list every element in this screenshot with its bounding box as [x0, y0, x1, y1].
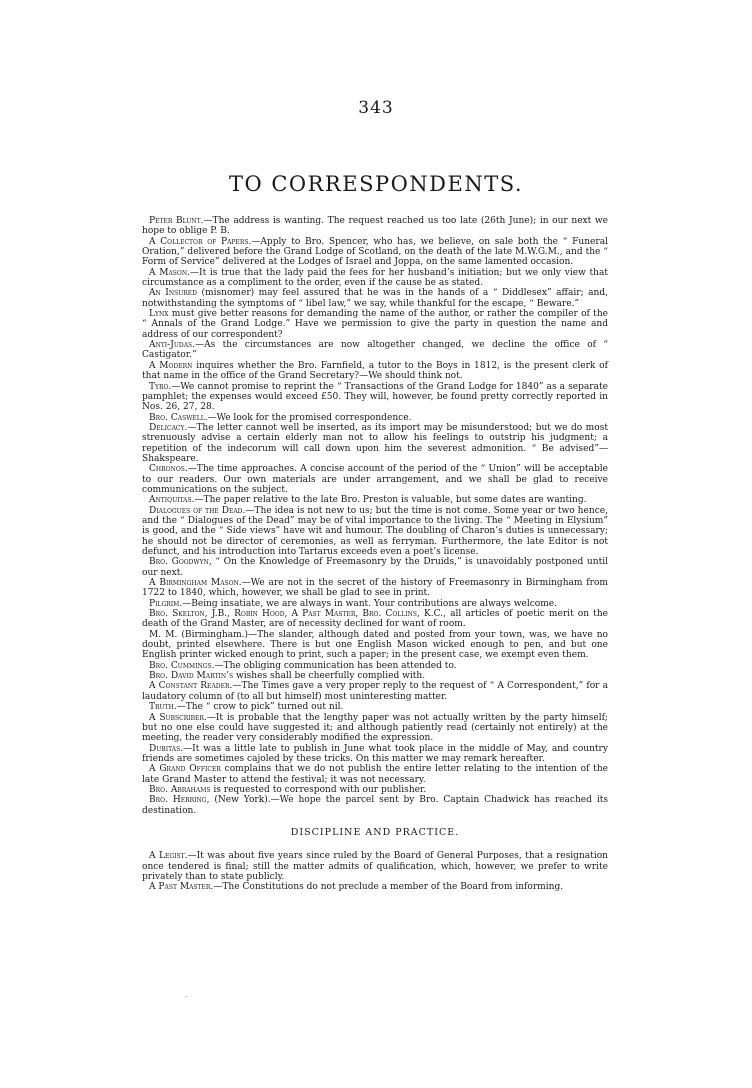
correspondent-entry [142, 795, 608, 816]
correspondent-name: A Past Master. [149, 882, 214, 893]
correspondent-name: Bro. Herring, [149, 795, 210, 806]
correspondent-name: A Mason. [149, 267, 190, 278]
correspondent-name: Chronos. [149, 464, 188, 475]
correspondent-reply: complains that we do not publish the entire letter relating to the intention of the late Grand Master to attend the festival; it was not necessary. [142, 764, 608, 785]
correspondent-name: Delicacy. [149, 422, 188, 433]
correspondent-name: Pilgrim. [149, 598, 183, 609]
correspondent-reply: —It was a little late to publish in June what took place in the middle of May, and country friends are sometimes cajoled by these tricks. On this matter we may remark hereafter. [142, 743, 608, 764]
correspondent-entry [142, 599, 608, 609]
correspondent-name: Antiquitas. [149, 495, 195, 506]
page-number: 343 [358, 98, 394, 118]
correspondent-reply: —The idea is not new to us; but the time is not come. Some year or two hence, and the “ Dialogues of the Dead” may be of vital importance to the living. The “ Meeting in Elysium” is good, and the “ Side views” have wit and humour. The doubling of Charon’s duties is unnecessary; he should not be director of ceremonies, as well as ferryman. Furthermore, the late Editor is not defunct, and his introduction into Tartarus exceeds even a poet’s license. [142, 505, 608, 557]
correspondent-reply: wishes shall be cheerfully complied with. [233, 671, 426, 682]
correspondent-entry [142, 237, 608, 268]
correspondent-name: A Grand Officer [149, 764, 221, 775]
correspondent-name: Peter Blunt. [149, 216, 204, 226]
correspondent-entry [142, 609, 608, 630]
correspondent-reply: —It was about five years since ruled by the Board of General Purposes, that a resignation once tendered is final; still the matter admits of qualification, which, however, we prefer to write privately than to state publicly. [142, 851, 608, 882]
correspondent-name: Anti-Judas. [149, 340, 196, 351]
correspondent-entry [142, 464, 608, 495]
correspondent-name: Bro. Skelton, J.B., Robin Hood, A Past Master, Bro. Collins, K.C., [149, 609, 446, 620]
correspondent-reply: all articles of poetic merit on the death of the Grand Master, are of necessity declined for want of room. [142, 609, 608, 630]
correspondent-reply: —The paper relative to the late Bro. Preston is valuable, but some dates are wanting. [194, 495, 587, 506]
correspondent-entry [142, 506, 608, 558]
correspondent-entry [142, 702, 608, 712]
stray-mark: - [185, 992, 188, 1001]
correspondent-name: A Constant Reader. [149, 681, 233, 692]
correspondents-list [142, 216, 608, 816]
correspondent-name: A Legist. [149, 851, 188, 862]
correspondent-reply: is requested to correspond with our publisher. [210, 784, 427, 795]
correspondent-reply: —Apply to Bro. Spencer, who has, we believe, on sale both the “ Funeral Oration,” delivered before the Grand Lodge of Scotland, on the death of the late M.W.G.M., and the “ Form of Service” delivered at the Lodges of Israel and Joppa, on the same lamented occasion. [142, 236, 608, 268]
correspondent-reply: —We cannot promise to reprint the “ Transactions of the Grand Lodge for 1840” as a separate pamphlet; the expenses would exceed £50. They will, however, be found pretty correctly reported in Nos. 26, 27, 28. [142, 381, 608, 413]
correspondent-name: Bro. Goodwyn, [149, 557, 212, 568]
correspondent-name: Bro. Abrahams [149, 784, 211, 795]
correspondent-entry [142, 630, 608, 661]
correspondent-entry [142, 661, 608, 671]
correspondent-entry [142, 423, 608, 464]
correspondent-name: Dubitas. [149, 743, 184, 754]
correspondent-reply: —It is true that the lady paid the fees for her husband’s initiation; but we only view that circumstance as a compliment to the order, even if the cause be as stated. [142, 267, 608, 289]
correspondent-entry [142, 671, 608, 681]
correspondent-reply: —The address is wanting. The request reached us too late (26th June); in our next we hope to oblige P. B. [142, 216, 608, 237]
correspondent-reply: —It is probable that the lengthy paper was not actually written by the party himself; but no one else could have suggested it; and although patiently read (certainly not entirely) at the meeting, the reader very considerably modified the expression. [142, 712, 608, 744]
page-title: TO CORRESPONDENTS. [228, 172, 524, 196]
correspondent-entry [142, 557, 608, 578]
correspondent-name: Truth. [149, 702, 177, 713]
section-heading: DISCIPLINE AND PRACTICE. [290, 826, 460, 838]
correspondent-name: A Collector of Papers. [149, 236, 252, 247]
correspondent-reply: (misnomer) may feel assured that he was in the hands of a “ Diddlesex” affair; and, notwithstanding the symptoms of “ libel law,” we say, while thankful for the escape, “ Beware.” [142, 288, 609, 309]
correspondent-reply: —Being insatiate, we are always in want. Your contributions are always welcome. [182, 598, 558, 609]
correspondent-entry [142, 309, 608, 340]
correspondent-reply: inquires whether the Bro. Farnfield, a tutor to the Boys in 1812, is the present clerk of that name in the office of the Grand Secretary?—We should think not. [142, 360, 608, 382]
correspondent-entry [142, 413, 608, 423]
correspondent-reply: —The obliging communication has been attended to. [214, 660, 457, 671]
correspondent-name: Tyro. [149, 381, 172, 392]
correspondent-entry [142, 340, 608, 361]
correspondent-reply: (New York).—We hope the parcel sent by Bro. Captain Chadwick has reached its destination. [142, 795, 608, 816]
correspondent-entry [142, 882, 608, 892]
correspondent-entry [142, 713, 608, 744]
correspondent-entry [142, 382, 608, 413]
correspondent-entry [142, 851, 608, 882]
correspondent-reply: —The time approaches. A concise account of the period of the “ Union” will be acceptable to our readers. Our own materials are under arrangement, and we shall be glad to receive communications on the subject. [142, 464, 608, 495]
correspondent-entry [142, 578, 608, 599]
correspondent-entry [142, 216, 608, 237]
correspondent-name: Lynx [149, 309, 169, 320]
correspondent-reply: must give better reasons for demanding the name of the author, or rather the compiler of the “ Annals of the Grand Lodge.” Have we permission to give the party in question the name and address of our correspondent? [142, 309, 608, 340]
correspondent-entry [142, 495, 608, 505]
correspondent-reply: (Birmingham.)—The slander, although dated and posted from your town, was, we have no doubt, printed elsewhere. There is but one English Mason wicked enough to pen, and but one English printer wicked enough to print, such a paper; in the present case, we exempt even them. [142, 629, 609, 661]
correspondent-name: Dialogues of the Dead. [149, 505, 246, 516]
correspondent-entry [142, 764, 608, 785]
correspondent-entry [142, 268, 608, 289]
correspondent-entry [142, 288, 608, 309]
correspondent-name: A Birmingham Mason. [149, 578, 242, 589]
correspondent-name: A Subscriber. [149, 712, 207, 723]
correspondent-name: Bro. Cummings. [149, 660, 215, 671]
correspondent-reply: —The Times gave a very proper reply to the request of “ A Correspondent,” for a laudatory column of (to all but himself) most uninteresting matter. [142, 681, 608, 702]
correspondent-name: M. M. [149, 629, 178, 640]
correspondent-reply: —We are not in the secret of the history of Freemasonry in Birmingham from 1722 to 1840, which, however, we shall be glad to see in print. [142, 578, 608, 599]
correspondent-name: A Modern [149, 360, 193, 371]
correspondent-reply: —The letter cannot well be inserted, as its import may be misunderstood; but we do most strenuously advise a certain elderly man not to allow his feelings to outstrip his judgment; a repetition of the indecorum will call down upon him the severest admonition. “ Be advised”—Shakspeare. [142, 422, 608, 464]
correspondent-reply: “ On the Knowledge of Freemasonry by the Druids,” is unavoidably postponed until our next. [142, 557, 609, 578]
correspondent-reply: —The Constitutions do not preclude a member of the Board from informing. [213, 882, 564, 893]
correspondent-name: Bro. Caswell. [149, 412, 208, 423]
correspondent-reply: —As the circumstances are now altogether changed, we decline the office of “ Castigator.” [142, 340, 608, 361]
correspondent-reply: —We look for the promised correspondence. [207, 412, 412, 423]
correspondent-reply: —The “ crow to pick” turned out nil. [176, 702, 344, 713]
correspondent-entry [142, 361, 608, 382]
discipline-list [142, 851, 608, 892]
correspondents-body [142, 216, 608, 893]
correspondent-entry [142, 744, 608, 765]
correspondent-name: Bro. David Martin’s [149, 671, 234, 682]
correspondent-entry [142, 785, 608, 795]
correspondent-entry [142, 681, 608, 702]
correspondent-name: An Insured [149, 288, 197, 299]
